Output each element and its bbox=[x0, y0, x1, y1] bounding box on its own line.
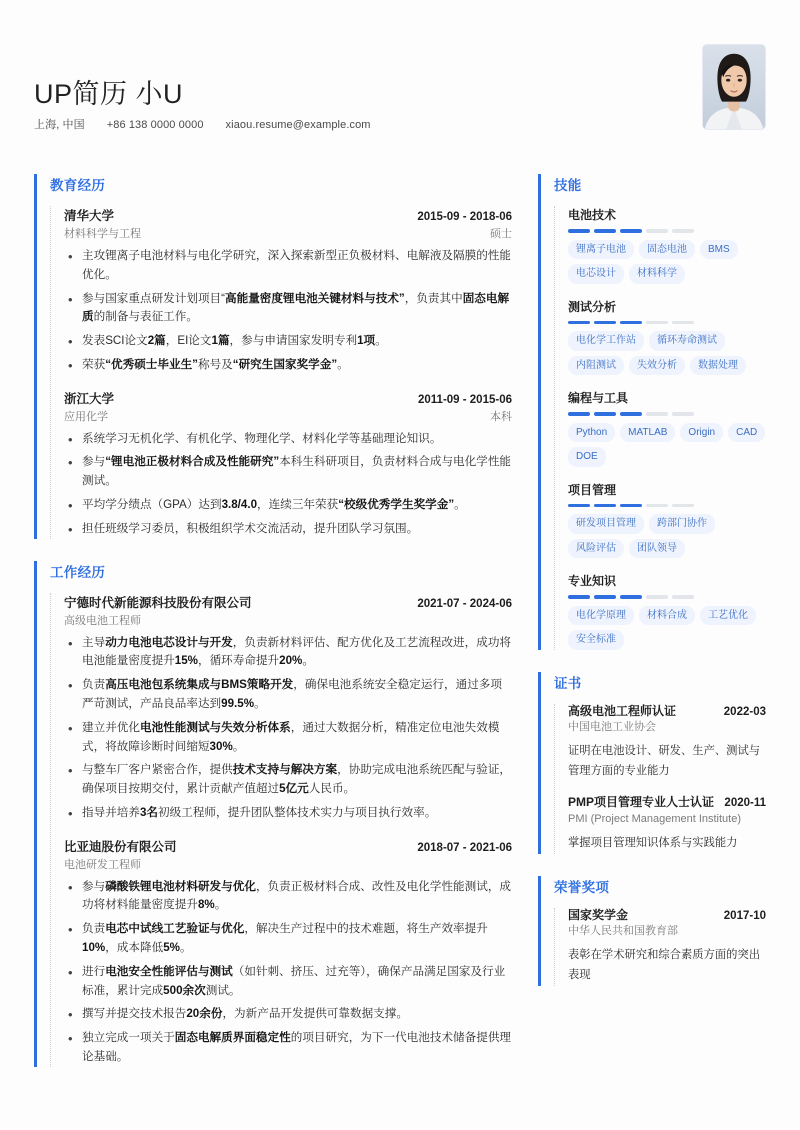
skill-tag: 安全标准 bbox=[568, 630, 624, 650]
contact-line bbox=[34, 116, 371, 132]
bullet-item: • 主攻锂离子电池材料与电化学研究，深入探索新型正负极材料、电解液及隔膜的性能优化。 bbox=[64, 247, 512, 285]
bullet-item: • 主导动力电池电芯设计与开发，负责新材料评估、配方优化及工艺流程改进，成功将电池能量密度提升15%，循环寿命提升20%。 bbox=[64, 634, 512, 672]
entry-major: 电池研发工程师 bbox=[64, 858, 141, 871]
bullet-item: • 发表SCI论文2篇，EI论文1篇，参与申请国家发明专利1项。 bbox=[64, 332, 512, 351]
bullet-item: • 建立并优化电池性能测试与失效分析体系，通过大数据分析，精准定位电池失效模式，将故障诊断时间缩短30%。 bbox=[64, 719, 512, 757]
skill-level-segment bbox=[646, 504, 668, 508]
skill-tag: 数据处理 bbox=[690, 356, 746, 376]
entry-organization: 浙江大学 bbox=[64, 391, 115, 406]
avatar bbox=[702, 44, 766, 130]
skill-level-segment bbox=[568, 229, 590, 233]
skill-level-segment bbox=[672, 504, 694, 508]
entry-bullets bbox=[64, 634, 512, 823]
skill-level-segment bbox=[620, 595, 642, 599]
list-item bbox=[64, 389, 512, 539]
certificate-items bbox=[554, 704, 766, 854]
cert-issuer: PMI (Project Management Institute) bbox=[568, 813, 742, 826]
skill-tag: 工艺优化 bbox=[700, 606, 756, 626]
cert-date: 2020-11 bbox=[724, 797, 766, 810]
education-entries bbox=[50, 206, 512, 539]
entry-subheader bbox=[64, 225, 512, 241]
cert-description: 掌握项目管理知识体系与实践能力 bbox=[568, 836, 738, 849]
bullet-item: • 撰写并提交技术报告20余份，为新产品开发提供可靠数据支撑。 bbox=[64, 1005, 512, 1024]
skill-group-name: 项目管理 bbox=[568, 482, 617, 497]
skill-tag: 循环寿命测试 bbox=[649, 331, 725, 351]
skill-level-segment bbox=[646, 321, 668, 325]
resume-header bbox=[34, 0, 766, 152]
work-entries bbox=[50, 593, 512, 1067]
skill-level-bar bbox=[568, 229, 766, 233]
contact-phone: +86 138 0000 0000 bbox=[106, 119, 204, 131]
skill-tag: 电化学工作站 bbox=[568, 331, 644, 351]
skill-level-segment bbox=[646, 595, 668, 599]
page-title: UP简历 小U bbox=[34, 79, 184, 109]
skill-group bbox=[568, 206, 766, 284]
skill-tag-list bbox=[568, 423, 766, 467]
entry-bullets bbox=[64, 247, 512, 375]
skill-level-segment bbox=[568, 321, 590, 325]
entry-degree: 硕士 bbox=[490, 228, 512, 240]
skill-tag-list bbox=[568, 331, 766, 375]
entry-major: 高级电池工程师 bbox=[64, 614, 141, 627]
entry-organization: 清华大学 bbox=[64, 209, 115, 223]
skill-group bbox=[568, 389, 766, 467]
skill-tag: BMS bbox=[700, 240, 738, 260]
bullet-item: • 负责电芯中试线工艺验证与优化，解决生产过程中的技术难题，将生产效率提升10%，成本降低5%。 bbox=[64, 920, 512, 958]
entry-header bbox=[64, 593, 512, 611]
skill-group-name: 电池技术 bbox=[568, 208, 617, 222]
skill-tag: 研发项目管理 bbox=[568, 514, 644, 534]
entry-subheader bbox=[64, 856, 512, 872]
skill-tag: 固态电池 bbox=[639, 240, 695, 260]
skill-level-segment bbox=[594, 504, 616, 508]
cert-description: 证明在电池设计、研发、生产、测试与管理方面的专业能力 bbox=[568, 744, 761, 777]
skill-level-segment bbox=[568, 595, 590, 599]
section-title-certificates: 证书 bbox=[554, 675, 582, 691]
entry-subheader bbox=[64, 408, 512, 424]
skill-level-segment bbox=[568, 412, 590, 416]
skill-level-bar bbox=[568, 595, 766, 599]
entry-organization: 比亚迪股份有限公司 bbox=[64, 839, 177, 854]
skill-tag: 团队领导 bbox=[629, 539, 685, 559]
right-column bbox=[538, 174, 766, 1008]
skill-group-name: 专业知识 bbox=[568, 574, 617, 588]
skill-tag-list bbox=[568, 240, 766, 284]
cert-date: 2017-10 bbox=[723, 909, 766, 922]
skill-level-segment bbox=[672, 595, 694, 599]
contact-email[interactable]: xiaou.resume@example.com bbox=[225, 119, 371, 131]
cert-issuer: 中国电池工业协会 bbox=[568, 721, 656, 734]
portrait-photo-icon bbox=[703, 45, 765, 129]
award-items bbox=[554, 908, 766, 986]
skill-tag: 风险评估 bbox=[568, 539, 624, 559]
skill-tag: 电芯设计 bbox=[568, 264, 624, 284]
entry-major: 应用化学 bbox=[64, 410, 108, 423]
bullet-item: • 平均学分绩点（GPA）达到3.8/4.0，连续三年荣获“校级优秀学生奖学金”。 bbox=[64, 496, 512, 515]
cert-title: 高级电池工程师认证 bbox=[568, 703, 677, 718]
bullet-item: • 担任班级学习委员，积极组织学术交流活动，提升团队学习氛围。 bbox=[64, 520, 512, 539]
skill-group bbox=[568, 481, 766, 559]
skill-tag: DOE bbox=[568, 447, 606, 467]
section-work bbox=[34, 561, 512, 1067]
cert-header bbox=[568, 704, 766, 720]
cert-description: 表彰在学术研究和综合素质方面的突出表现 bbox=[568, 949, 761, 981]
bullet-item: • 参与磷酸铁锂电池材料研发与优化，负责正极材料合成、改性及电化学性能测试，成功将材料能量密度提升8%。 bbox=[64, 878, 512, 916]
list-item bbox=[64, 593, 512, 823]
skill-tag: 内阻测试 bbox=[568, 356, 624, 376]
skill-tag: 材料合成 bbox=[639, 606, 695, 626]
contact-location: 上海, 中国 bbox=[34, 119, 85, 131]
cert-header bbox=[568, 795, 766, 811]
section-title-education: 教育经历 bbox=[50, 178, 106, 193]
skill-level-bar bbox=[568, 321, 766, 325]
skill-group bbox=[568, 572, 766, 650]
skill-level-segment bbox=[594, 595, 616, 599]
skill-level-segment bbox=[620, 229, 642, 233]
bullet-item: • 负责高压电池包系统集成与BMS策略开发，确保电池系统安全稳定运行，通过多项严苛测试，产品良品率达到99.5%。 bbox=[64, 676, 512, 714]
skill-tag-list bbox=[568, 514, 766, 558]
entry-date: 2021-07 - 2024-06 bbox=[417, 597, 512, 610]
skill-tag: 锂离子电池 bbox=[568, 240, 634, 260]
entry-header bbox=[64, 837, 512, 855]
list-item bbox=[568, 908, 766, 986]
entry-date: 2018-07 - 2021-06 bbox=[417, 841, 512, 854]
resume-body bbox=[34, 174, 766, 1089]
cert-title: 国家奖学金 bbox=[568, 907, 629, 922]
skill-level-segment bbox=[568, 504, 590, 508]
entry-header bbox=[64, 206, 512, 224]
section-certificates bbox=[538, 672, 766, 854]
entry-bullets bbox=[64, 430, 512, 539]
section-skills bbox=[538, 174, 766, 650]
section-title-work: 工作经历 bbox=[50, 564, 106, 580]
skill-level-segment bbox=[672, 321, 694, 325]
section-title-skills: 技能 bbox=[554, 178, 582, 193]
skill-level-segment bbox=[646, 229, 668, 233]
skill-tag: Python bbox=[568, 423, 615, 443]
skill-level-segment bbox=[594, 229, 616, 233]
bullet-item: • 指导并培养3名初级工程师，提升团队整体技术实力与项目执行效率。 bbox=[64, 804, 512, 823]
section-title-awards: 荣誉奖项 bbox=[554, 879, 610, 895]
left-column bbox=[34, 174, 512, 1089]
bullet-item: • 参与“锂电池正极材料合成及性能研究”本科生科研项目，负责材料合成与电化学性能测试。 bbox=[64, 453, 512, 491]
list-item bbox=[64, 837, 512, 1067]
skill-tag-list bbox=[568, 606, 766, 650]
entry-header bbox=[64, 389, 512, 407]
skill-groups bbox=[554, 206, 766, 650]
skill-tag: 材料科学 bbox=[629, 264, 685, 284]
skill-group bbox=[568, 298, 766, 376]
entry-date: 2015-09 - 2018-06 bbox=[417, 211, 512, 223]
skill-tag: Origin bbox=[680, 423, 723, 443]
skill-level-segment bbox=[620, 504, 642, 508]
entry-date: 2011-09 - 2015-06 bbox=[418, 393, 512, 406]
skill-level-bar bbox=[568, 412, 766, 416]
skill-level-segment bbox=[594, 412, 616, 416]
entry-organization: 宁德时代新能源科技股份有限公司 bbox=[64, 595, 252, 610]
skill-level-segment bbox=[620, 412, 642, 416]
skill-tag: CAD bbox=[728, 423, 765, 443]
skill-tag: 失效分析 bbox=[629, 356, 685, 376]
skill-level-segment bbox=[594, 321, 616, 325]
bullet-item: • 参与国家重点研发计划项目“高能量密度锂电池关键材料与技术”，负责其中固态电解质的制备与表征工作。 bbox=[64, 290, 512, 328]
skill-level-segment bbox=[672, 229, 694, 233]
skill-level-segment bbox=[620, 321, 642, 325]
skill-level-bar bbox=[568, 504, 766, 508]
skill-tag: 电化学原理 bbox=[568, 606, 634, 626]
entry-degree: 本科 bbox=[490, 410, 512, 423]
skill-group-name: 测试分析 bbox=[568, 299, 617, 314]
skill-tag: 跨部门协作 bbox=[649, 514, 715, 534]
bullet-item: • 系统学习无机化学、有机化学、物理化学、材料化学等基础理论知识。 bbox=[64, 430, 512, 449]
bullet-item: • 荣获“优秀硕士毕业生”称号及“研究生国家奖学金”。 bbox=[64, 356, 512, 375]
bullet-item: • 与整车厂客户紧密合作，提供技术支持与解决方案，协助完成电池系统匹配与验证，确保项目按期交付，累计贡献产值超过5亿元人民币。 bbox=[64, 761, 512, 799]
list-item bbox=[64, 206, 512, 375]
skill-level-segment bbox=[672, 412, 694, 416]
skill-level-segment bbox=[646, 412, 668, 416]
skill-group-name: 编程与工具 bbox=[568, 391, 629, 405]
bullet-item: • 进行电池安全性能评估与测试（如针刺、挤压、过充等），确保产品满足国家及行业标准，累计完成500余次测试。 bbox=[64, 963, 512, 1001]
list-item bbox=[568, 704, 766, 782]
bullet-item: • 独立完成一项关于固态电解质界面稳定性的项目研究，为下一代电池技术储备提供理论基础。 bbox=[64, 1029, 512, 1067]
cert-header bbox=[568, 908, 766, 924]
cert-title: PMP项目管理专业人士认证 bbox=[568, 795, 715, 810]
entry-bullets bbox=[64, 878, 512, 1067]
entry-major: 材料科学与工程 bbox=[64, 228, 141, 240]
list-item bbox=[568, 795, 766, 853]
cert-date: 2022-03 bbox=[723, 705, 766, 718]
cert-issuer: 中华人民共和国教育部 bbox=[568, 925, 678, 938]
skill-tag: MATLAB bbox=[620, 423, 675, 443]
entry-subheader bbox=[64, 612, 512, 628]
section-awards bbox=[538, 876, 766, 986]
section-education bbox=[34, 174, 512, 539]
